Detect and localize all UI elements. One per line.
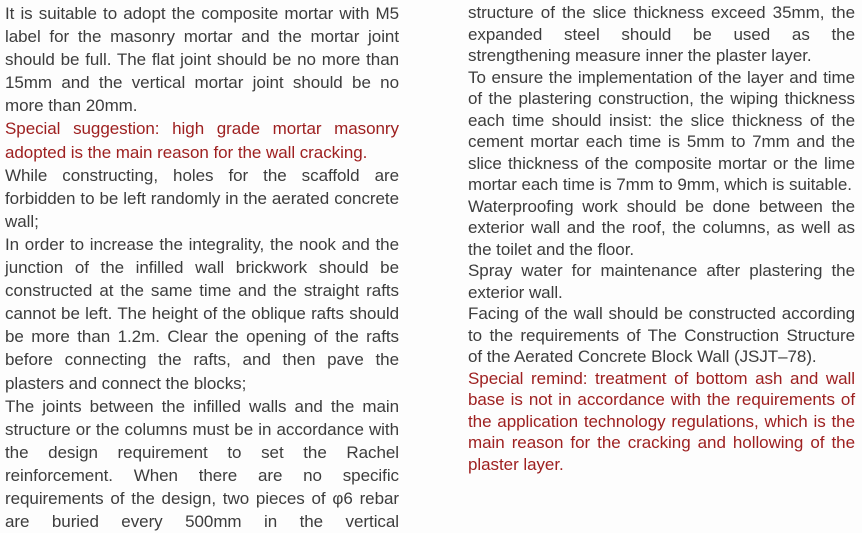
paragraph-waterproofing: Waterproofing work should be done between the exterior wall and the roof, the columns, as well as the toilet and the floor. bbox=[468, 196, 855, 259]
paragraph-integrality-rafts: In order to increase the integrality, the nook and the junction of the infilled wall brickwork should be constructed at the same time and the straight rafts cannot be left. The height of the oblique rafts should be more than 1.2m. Clear the opening of the rafts before connecting the rafts, and then pave the plasters and connect the blocks; bbox=[5, 234, 399, 393]
paragraph-plastering-thickness: To ensure the implementation of the layer and time of the plastering construction, the wiping thickness each time should insist: the slice thickness of the cement mortar each time is 5mm to 7mm and the slice thickness of the composite mortar or the lime mortar each time is 7mm to 9mm, which is suitable. bbox=[468, 67, 855, 194]
left-column bbox=[5, 2, 399, 532]
paragraph-mortar-spec: It is suitable to adopt the composite mortar with M5 label for the masonry mortar and the mortar joint should be full. The flat joint should be no more than 15mm and the vertical mortar joint should be no more than 20mm. bbox=[5, 4, 399, 116]
paragraph-facing-requirements: Facing of the wall should be constructed according to the requirements of The Construction Structure of the Aerated Concrete Block Wall (JSJT–78). bbox=[468, 304, 855, 366]
right-column bbox=[468, 2, 855, 532]
paragraph-special-remind: Special remind: treatment of bottom ash and wall base is not in accordance with the requirements of the application technology regulations, which is the main reason for the cracking and hollowing of the plaster layer. bbox=[468, 368, 855, 474]
paragraph-expanded-steel: structure of the slice thickness exceed 35mm, the expanded steel should be used as the strengthening measure inner the plaster layer. bbox=[468, 3, 855, 65]
paragraph-spray-water: Spray water for maintenance after plastering the exterior wall. bbox=[468, 261, 855, 302]
paragraph-scaffold-holes: While constructing, holes for the scaffold are forbidden to be left randomly in the aerated concrete wall; bbox=[5, 165, 399, 231]
paragraph-special-suggestion: Special suggestion: high grade mortar masonry adopted is the main reason for the wall cracking. bbox=[5, 119, 399, 162]
paragraph-joints-rachel-reinforcement: The joints between the infilled walls and the main structure or the columns must be in accordance with the design requirement to set the Rachel reinforcement. When there are no specific requirements of the design, two pieces of φ6 rebar are buried every 500mm in the vertical bbox=[5, 396, 399, 532]
